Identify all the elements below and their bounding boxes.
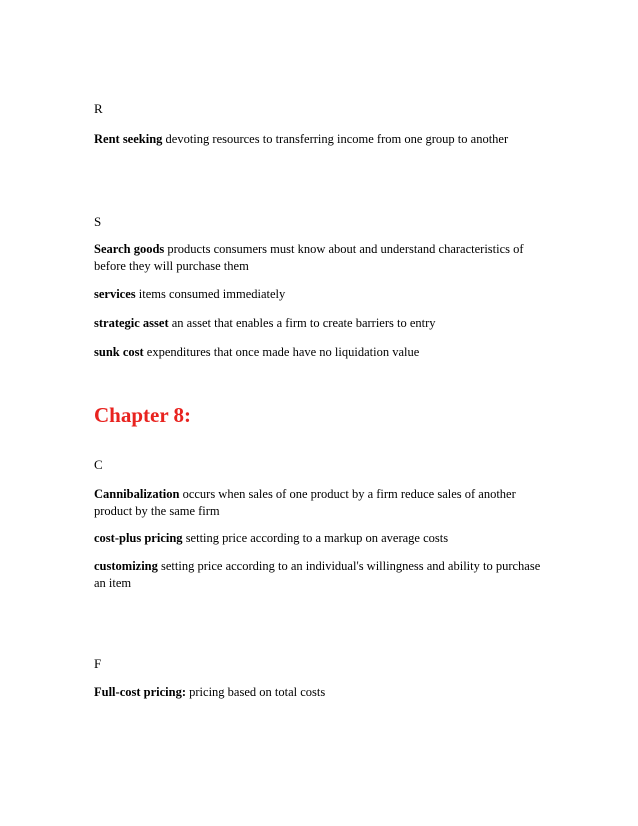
glossary-entry bbox=[94, 530, 554, 547]
glossary-definition: setting price according to an individual's willingness and ability to purchase an item bbox=[94, 559, 541, 590]
section-letter-c: C bbox=[94, 457, 103, 472]
glossary-entry bbox=[94, 486, 554, 520]
glossary-definition: devoting resources to transferring income from one group to another bbox=[162, 132, 509, 146]
section-letter-f: F bbox=[94, 656, 102, 671]
glossary-definition: items consumed immediately bbox=[135, 287, 286, 301]
glossary-term: services bbox=[94, 287, 136, 301]
glossary-term: customizing bbox=[94, 559, 158, 573]
glossary-term: Search goods bbox=[94, 242, 165, 256]
chapter-heading: Chapter 8: bbox=[94, 403, 192, 427]
glossary-term: Rent seeking bbox=[94, 132, 163, 146]
glossary-term: cost-plus pricing bbox=[94, 531, 183, 545]
glossary-definition: products consumers must know about and understand characteristics of before they will purchase them bbox=[94, 242, 524, 273]
glossary-definition: an asset that enables a firm to create barriers to entry bbox=[168, 316, 436, 330]
glossary-term: Full-cost pricing: bbox=[94, 685, 187, 699]
glossary-definition: occurs when sales of one product by a firm reduce sales of another product by the same firm bbox=[94, 487, 516, 518]
glossary-entry bbox=[94, 684, 554, 701]
section-letter-s: S bbox=[94, 214, 102, 229]
glossary-entry bbox=[94, 344, 554, 361]
glossary-entry bbox=[94, 241, 554, 275]
glossary-entry bbox=[94, 558, 554, 592]
glossary-entry bbox=[94, 315, 554, 332]
glossary-definition: pricing based on total costs bbox=[186, 685, 326, 699]
section-letter-r: R bbox=[94, 101, 103, 116]
glossary-entry bbox=[94, 286, 554, 303]
glossary-definition: expenditures that once made have no liquidation value bbox=[143, 345, 420, 359]
glossary-definition: setting price according to a markup on average costs bbox=[182, 531, 449, 545]
glossary-term: strategic asset bbox=[94, 316, 169, 330]
glossary-term: sunk cost bbox=[94, 345, 144, 359]
glossary-entry bbox=[94, 131, 554, 148]
glossary-term: Cannibalization bbox=[94, 487, 180, 501]
